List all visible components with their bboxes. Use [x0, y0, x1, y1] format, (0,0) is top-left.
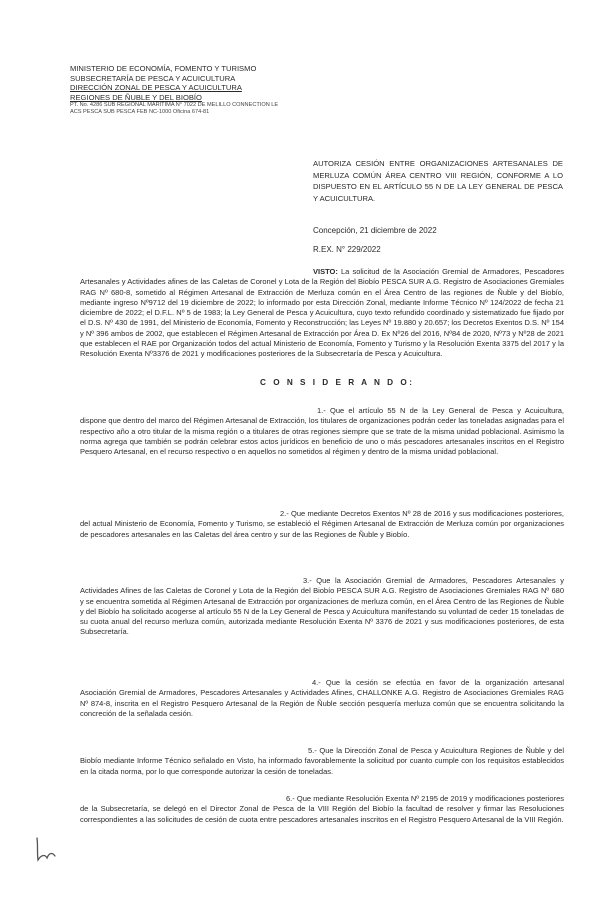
resolution-subject: AUTORIZA CESIÓN ENTRE ORGANIZACIONES ARTESANALES DE MERLUZA COMÚN ÁREA CENTRO VIII REGIÓN, CONFORME A LO DISPUESTO EN EL ARTÍCULO 55 N DE LA LEY GENERAL DE PESCA Y ACUICULTURA. — [313, 159, 563, 203]
place-date: Concepción, 21 diciembre de 2022 — [313, 226, 437, 235]
letterhead-regions: REGIONES DE ÑUBLE Y DEL BIOBÍO — [70, 92, 202, 102]
considerando-1: 1.- Que el artículo 55 N de la Ley General de Pesca y Acuicultura, dispone que dentro del marco del Régimen Artesanal de Extracción, los titulares de organizaciones podrán ceder las toneladas asignadas para el respectivo año a otro titular de la misma región o a titulares de otras regiones siempre que se trate de la misma unidad poblacional. Asimismo la norma agrega que también se podrán celebrar estos actos jurídicos en beneficio de uno o más pescadores artesanales inscritos en el Registro Pesquero Artesanal, en el recurso respectivo o en aquellos no sometidos al régimen y dentro de la misma unidad poblacional. — [80, 406, 564, 457]
considerando-4: 4.- Que la cesión se efectúa en favor de la organización artesanal Asociación Gremial de Armadores, Pescadores Artesanales y Actividades Afines, CHALLONKE A.G. Registro de Asociaciones Gremiales RAG Nº 874-8, inscrita en el Registro Pesquero Artesanal de la Región de Ñuble sección pesquería merluza común que se encuentra solicitando la concreción de la señalada cesión. — [80, 678, 564, 718]
visto-paragraph — [80, 267, 564, 360]
letterhead-address-1: PT. No. 4286 SUB REGIONAL MARITIMA N° 7022 DE MELILLO CONNECTION LE — [70, 102, 279, 109]
considerando-3: 3.- Que la Asociación Gremial de Armadores, Pescadores Artesanales y Actividades Afines de las Caletas de Coronel y Lota de la Región del Biobío PESCA SUR A.G. Registro de Asociaciones Gremiales RAG Nº 680 y se encuentra sometida al Régimen Artesanal de Extracción por organizaciones de merluza común, en el Área Centro de las Regiones de Ñuble y del Biobío ha solicitado acogerse al artículo 55 N de la Ley General de Pesca y Acuicultura manifestando su voluntad de ceder 15 toneladas de su cuota anual del recurso merluza común, autorizada mediante Resolución Exenta Nº 3376 de 2021 y sus modificaciones posteriores, de esta Subsecretaría. — [80, 576, 564, 637]
letterhead-address-2: ACS PESCA SUB PESCA FEB NC-1000 Oficina 674-81 — [70, 109, 210, 116]
visto-text: La solicitud de la Asociación Gremial de Armadores, Pescadores Artesanales y Actividades afines de las Caletas de Coronel y Lota de la Región del Biobío PESCA SUR A.G. Registro de Asociaciones Gremiales RAG Nº 680-8, sometido al Régimen Artesanal de Extracción de Merluza común en el Área Centro de las regiones de Ñuble y del Biobío, mediante ingreso Nº9712 del 19 diciembre de 2022; lo informado por esta Dirección Zonal, mediante Informe Técnico Nº 124/2022 de fecha 21 diciembre de 2022; el D.F.L. Nº 5 de 1983; la Ley General de Pesca y Acuicultura, cuyo texto refundido coordinado y sistematizado fue fijado por el D.S. Nº 430 de 1991, del Ministerio de Economía, Fomento y Reconstrucción; las Leyes Nº 19.880 y 20.657; los Decretos Exentos D.S. Nº 154 y Nº 396 ambos de 2002, que establecen el Régimen Artesanal de Extracción por Área D. Ex Nº26 del 2016, Nº84 de 2020, Nº73 y Nº28 de 2021 que establecen el RAE por Organización todos del actual Ministerio de Economía, Fomento y Turismo y la Resolución Exenta 3375 del 2017 y la Resolución Exenta Nº3376 de 2021 y modificaciones posteriores de la Subsecretaría de Pesca y Acuicultura. — [80, 267, 564, 359]
letterhead-ministry: MINISTERIO DE ECONOMÍA, FOMENTO Y TURISMO — [70, 64, 257, 73]
considerando-heading: C O N S I D E R A N D O: — [260, 378, 415, 387]
letterhead-subsecretary: SUBSECRETARÍA DE PESCA Y ACUICULTURA — [70, 73, 236, 83]
considerando-5: 5.- Que la Dirección Zonal de Pesca y Acuicultura Regiones de Ñuble y del Biobío mediante Informe Técnico señalado en Visto, ha informado favorablemente la solicitud por cuanto cumple con los requisitos establecidos en la citada norma, por lo que corresponde autorizar la cesión de toneladas. — [80, 746, 564, 776]
handwritten-mark-icon — [34, 836, 58, 862]
resolution-number: R.EX. N° 229/2022 — [313, 245, 381, 254]
letterhead — [70, 64, 279, 116]
letterhead-direction: DIRECCIÓN ZONAL DE PESCA Y ACUICULTURA — [70, 83, 242, 93]
considerando-6: 6.- Que mediante Resolución Exenta Nº 2195 de 2019 y modificaciones posteriores de la Subsecretaría, se delegó en el Director Zonal de Pesca de la VIII Región del Biobío la facultad de resolver y firmar las Resoluciones correspondientes a las solicitudes de cesión de cuota entre pescadores artesanales inscritos en el Registro Pesquero Artesanal de la VIII Región. — [80, 794, 564, 824]
considerando-2: 2.- Que mediante Decretos Exentos Nº 28 de 2016 y sus modificaciones posteriores, del actual Ministerio de Economía, Fomento y Turismo, se estableció el Régimen Artesanal de Extracción de Merluza común por organizaciones de pescadores artesanales en las Caletas del área centro y sur de las Regiones de Ñuble y Biobío. — [80, 509, 564, 539]
visto-label: VISTO: — [313, 267, 338, 276]
